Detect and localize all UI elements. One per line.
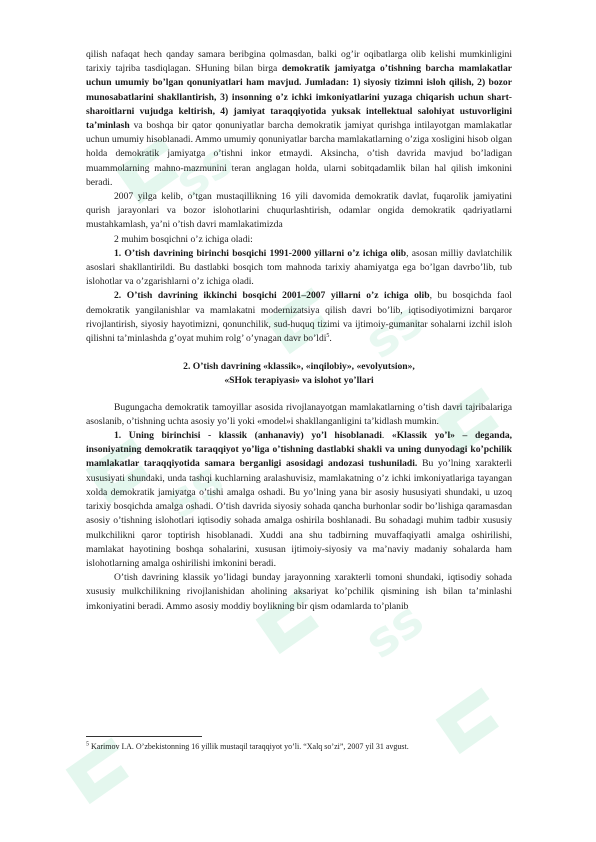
text-run: va boshqa bir qator qonuniyatlar barcha demokratik jamiyat qurishga intilayotgan mamlakatlar uchun umumiy hisoblanadi. Ammo umumiy qonuniyatlar barcha mamlakatlarning o’ziga xosligini hisob olgan holda demokratik jamiyatga o’tishni inkor etmaydi. Aksincha, o’tish davrida mavjud bo’ladigan muammolarning mahno-mazmunini teran anglagan holda, ularni sobitqadamlik bilan hal qilish imkonini beradi. [86, 120, 512, 188]
section-heading [86, 360, 512, 388]
text-run: qilish nafaqat hech qanday samara beribgina qolmasdan, balki og’ir oqibatlarga olib kelishi mumkinligini tarixiy tajriba tasdiqlagan. SHuning bilan birga [86, 49, 512, 75]
text-run: , asosan milliy davlatchilik asoslari shakllantirildi. Bu dastlabki bosqich tom mahnoda tarixiy ahamiyatga ega bo’lgan davrbo’lib, tub islohotlar va o’zgarishlarni o’z ichiga oladi. [86, 247, 512, 288]
heading-line: «SHok terapiyasi» va islohot yo’llari [224, 375, 374, 387]
text-run: Bu yo’lning xarakterli xususiyati shundaki, unda tashqi kuchlarning aralashuvisiz, mamlakatning o’z ichki imkoniyatlariga tayangan xolda demokratik jamiyatga o’tishi amalga oshadi. Bu yo’lning yana bir asosiy hususiyati shundaki, u uzoq tarixiy bosqichda amalga oshadi. O’tish davrida siyosiy sohada qancha burhonlar sodir bo’lishiga qaramasdan asosiy o’tishning islohotlari iqtisodiy sohada amalga oshirila boshlanadi. Bu sohadagi muhim tadbir xususiy mulkchilikni qaror toptirish hisoblanadi. Xuddi ana shu tadbirning muvaffaqiyatli amalga oshirilishi, mamlakat hayotining boshqa sohalarini, xususan ijtimoiy-siyosiy va ma’naviy madaniy sohalarda ham islohotlarning amalga oshirilishi imkonini beradi. [86, 458, 513, 569]
paragraph-7 [86, 429, 512, 571]
watermark-text: ss [164, 131, 244, 210]
paragraph-3: 2 muhim bosqichni o’z ichiga oladi: [114, 233, 253, 245]
paragraph-5 [86, 289, 512, 346]
footnote-text: Karimov I.A. O’zbekistonning 16 yillik mustaqil taraqqiyot yo’li. “Xalq so’zi”, 2007 yil 31 avgust. [89, 742, 409, 751]
text-run: . [329, 333, 332, 345]
bold-run: «Klassik yo’l» – deganda, insoniyatning demokratik taraqqiyot yo’liga o’tishning dastlabki shakli va uning dunyodagi ko’pchilik mamlakatlar taraqqiyotida samara berganligi asosidagi andozasi tushuniladi. [86, 430, 513, 470]
paragraph-4 [86, 247, 512, 290]
watermark-text: ss [354, 591, 434, 670]
footnote-number: 5 [86, 741, 89, 748]
bold-run: 2. O’tish davrining ikkinchi bosqichi 2001–2007 yillarni o’z ichiga olib [114, 290, 430, 302]
text-run: , bu bosqichda faol demokratik yangilanishlar va mamlakatni modernizatsiya qilish davri bo’lib, iqtisodiyotimizni barqaror rivojlantirish, siyosiy hayotimizni, qonunchilik, sud-huquq tizimi va ijtimoiy-gumanitar sohalarni izchil isloh qilishni ta’minlashda g’oyat muhim rolg’ o’ynagan davr bo’ldi [86, 290, 512, 345]
watermark-text: ss [354, 291, 434, 370]
footnote-divider [86, 736, 202, 737]
paragraph-8: O’tish davrining klassik yo’lidagi bunday jarayonning xarakterli tomoni shundaki, iqtisodiy sohada xususiy mulkchilikning rivojlanishidan aholining aksariyat ko’pchilik qismining ish bilan ta’minlashi imkoniyatini beradi. Ammo asosiy moddiy boylikning bir qism odamlarda to’planib [86, 572, 512, 612]
document-body [86, 48, 512, 614]
text-run: . [381, 430, 392, 442]
bold-run: 1. O’tish davrining birinchi bosqichi 1991-2000 yillarni o’z ichiga olib [114, 247, 407, 259]
bold-run: 1. Uning birinchisi - klassik (anhanaviy) yo’l hisoblanadi [114, 430, 382, 442]
watermark-text: ss [154, 451, 234, 530]
heading-line: 2. O’tish davrining «klassik», «inqilobiy», «evolyutsion», [183, 361, 415, 373]
footnote [86, 741, 512, 752]
paragraph-1 [86, 48, 512, 190]
bold-run: demokratik jamiyatga o’tishning barcha mamlakatlar uchun umumiy bo’lgan qonuniyatlari ham mavjud. Jumladan: 1) siyosiy tizimni isloh qilish, 2) bozor munosabatlarini shakllantirish, 3) insonning o’z ichki imkoniyatlarini yuzaga chiqarish uchun shart-sharoitlarni vujudga keltirish, 4) jamiyat taraqqiyotida yuksak intellektual salohiyat ustuvorligini ta’minlash [86, 63, 513, 132]
footnote-ref: 5 [326, 332, 330, 339]
paragraph-2: 2007 yilga kelib, o’tgan mustaqillikning 16 yili davomida demokratik davlat, fuqarolik jamiyatini qurish jarayonlari va bozor islohotlarini chuqurlashtirish, odamlar ongida demokratik qadriyatlarni mustahkamlash, ya’ni o’tish davri mamlakatimizda [86, 191, 512, 231]
paragraph-6: Bugungacha demokratik tamoyillar asosida rivojlanayotgan mamlakatlarning o’tish davri tajribalariga asoslanib, o’tishning uchta asosiy yo’li yoki «model»i shakllanganligini ta’kidlash mumkin. [86, 401, 512, 427]
